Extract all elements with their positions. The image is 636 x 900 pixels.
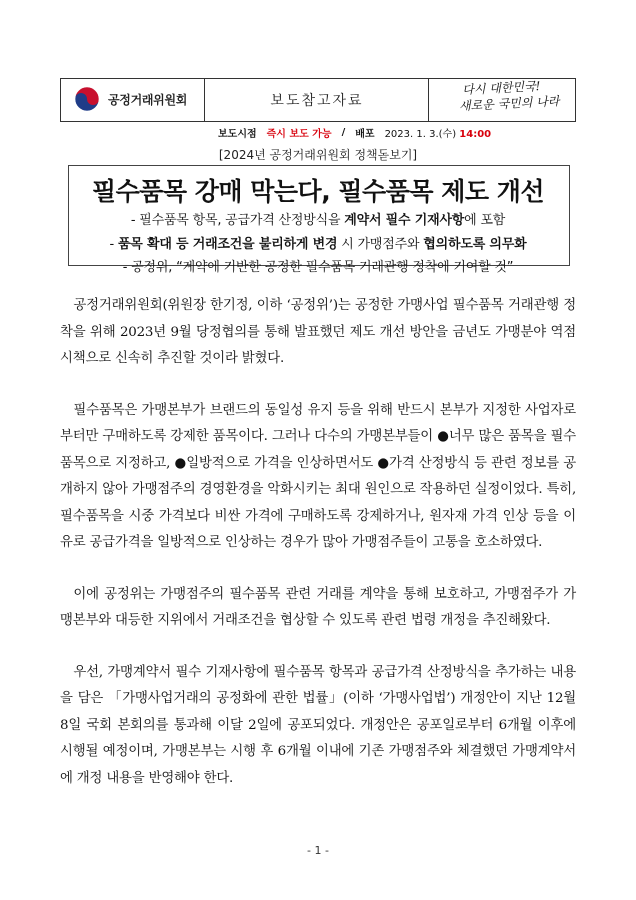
doc-type-label: 보도참고자료 — [270, 93, 364, 109]
distribution-label: 배포 — [355, 129, 375, 140]
distribution-date — [385, 125, 492, 140]
slogan-line: 새로운 국민의 나라 — [458, 94, 560, 114]
taegeuk-logo-icon — [74, 86, 100, 112]
org-name: 공정거래위원회 — [108, 92, 188, 107]
page-number: - 1 - — [307, 844, 329, 857]
release-value: 즉시 보도 가능 — [266, 129, 332, 140]
header-divider — [428, 78, 429, 122]
date-text: 2023. 1. 3.(수) — [384, 129, 457, 140]
time-text: 14:00 — [459, 129, 492, 140]
org-logo — [74, 86, 187, 112]
release-label: 보도시점 — [218, 129, 257, 140]
paragraph: 이에 공정위는 가맹점주의 필수품목 관련 거래를 계약을 통해 보호하고, 가맹점주가 가맹본부와 대등한 지위에서 거래조건을 협상할 수 있도록 관련 법령 개정을 추진해왔다. — [60, 586, 576, 628]
subtitle: - 품목 확대 등 거래조건을 불리하게 변경 시 가맹점주와 협의하도록 의무화 — [109, 237, 527, 252]
release-info — [218, 125, 491, 140]
series-label: [2024년 공정거래위원회 정책돋보기] — [218, 148, 418, 162]
slogan — [431, 76, 573, 123]
slogan-line: 다시 대한민국! — [461, 78, 541, 98]
paragraph: 공정거래위원회(위원장 한기정, 이하 ‘공정위’)는 공정한 가맹사업 필수품목 거래관행 정착을 위해 2023년 9월 당정협의를 통해 발표했던 제도 개선 방안을 금년도 가맹분야 역점 시책으로 신속히 추진할 것이라 밝혔다. — [60, 298, 576, 366]
paragraph: 필수품목은 가맹본부가 브랜드의 동일성 유지 등을 위해 반드시 본부가 지정한 사업자로부터만 구매하도록 강제한 품목이다. 그러나 다수의 가맹본부들이 ●너무 많은 품목을 필수품목으로 지정하고, ●일방적으로 가격을 인상하면서도 ●가격 산정방식 등 관련 정보를 공개하지 않아 가맹점주의 경영환경을 악화시키는 최대 원인으로 작용하던 실정이었다. 특히, 필수품목을 시중 가격보다 비싼 가격에 구매하도록 강제하거나, 원자재 가격 인상 등을 이유로 공급가격을 일방적으로 인상하는 경우가 많아 가맹점주들이 고통을 호소하였다. — [60, 402, 576, 550]
release-separator: / — [341, 127, 346, 138]
body-text — [60, 293, 576, 817]
paragraph: 우선, 가맹계약서 필수 기재사항에 필수품목 항목과 공급가격 산정방식을 추가하는 내용을 담은 「가맹사업거래의 공정화에 관한 법률」(이하 ‘가맹사업법’) 개정안이 지난 12월 8일 국회 본회의를 통과해 이달 2일에 공포되었다. 개정안은 공포일로부터 6개월 이후에 시행될 예정이며, 가맹본부는 시행 후 6개월 이내에 기존 가맹점주와 체결했던 가맹계약서에 개정 내용을 반영해야 한다. — [60, 664, 576, 786]
subtitle: - 필수품목 항목, 공급가격 산정방식을 계약서 필수 기재사항에 포함 — [130, 213, 506, 228]
subtitle: - 공정위, “계약에 기반한 공정한 필수품목 거래관행 정착에 기여할 것” — [122, 260, 514, 275]
page-title: 필수품목 강매 막는다, 필수품목 제도 개선 — [91, 177, 545, 206]
header-divider — [204, 78, 205, 122]
